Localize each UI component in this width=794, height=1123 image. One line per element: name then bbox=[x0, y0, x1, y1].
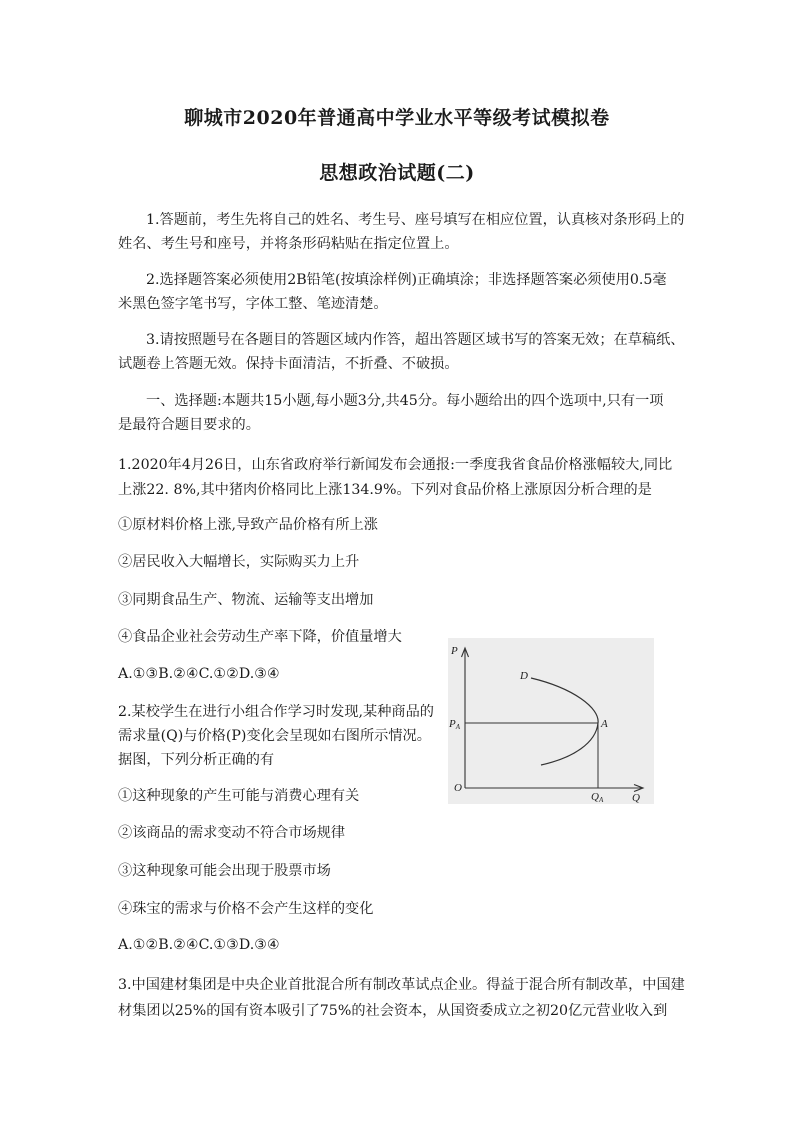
instruction-3-line-2: 试题卷上答题无效。保持卡面清洁，不折叠、不破损。 bbox=[118, 356, 459, 372]
q3-stem-line-2: 材集团以25%的国有资本吸引了75%的社会资本，从国资委成立之初20亿元营业收入到 bbox=[118, 1003, 668, 1019]
demand-curve bbox=[531, 678, 598, 765]
q1-option-3: ③同期食品生产、物流、运输等支出增加 bbox=[118, 592, 374, 608]
q2-option-3: ③这种现象可能会出现于股票市场 bbox=[118, 863, 331, 879]
price-p-letter: P bbox=[449, 718, 456, 730]
origin-label: O bbox=[454, 782, 462, 794]
q2-stem-line-1: 2.某校学生在进行小组合作学习时发现,某种商品的 bbox=[118, 704, 434, 720]
page-subtitle: 思想政治试题(二) bbox=[319, 162, 475, 184]
price-subscript-a: A bbox=[455, 723, 461, 731]
instruction-3-line-1: 3.请按照题号在各题目的答题区域内作答，超出答题区域书写的答案无效；在草稿纸、 bbox=[146, 332, 685, 348]
section-heading-line-1: 一、选择题:本题共15小题,每小题3分,共45分。每小题给出的四个选项中,只有一项 bbox=[146, 393, 664, 409]
figure-svg bbox=[448, 638, 654, 804]
instruction-2-line-2: 米黑色签字笔书写，字体工整、笔迹清楚。 bbox=[118, 296, 388, 312]
q1-option-4: ④食品企业社会劳动生产率下降，价值量增大 bbox=[118, 629, 402, 645]
instruction-2-line-1: 2.选择题答案必须使用2B铅笔(按填涂样例)正确填涂；非选择题答案必须使用0.5毫 bbox=[146, 272, 667, 288]
q1-option-2: ②居民收入大幅增长，实际购买力上升 bbox=[118, 554, 360, 570]
axis-label-q: Q bbox=[632, 792, 640, 804]
quantity-qa-label bbox=[591, 791, 604, 804]
q3-stem-line-1: 3.中国建材集团是中央企业首批混合所有制改革试点企业。得益于混合所有制改革，中国建 bbox=[118, 977, 685, 993]
page-title: 聊城市2020年普通高中学业水平等级考试模拟卷 bbox=[184, 107, 610, 129]
q2-option-1: ①这种现象的产生可能与消费心理有关 bbox=[118, 788, 360, 804]
q1-answer-choices: A.①③B.②④C.①②D.③④ bbox=[118, 666, 280, 682]
quantity-subscript-a: A bbox=[598, 796, 604, 804]
curve-point-d-label: D bbox=[520, 670, 528, 682]
point-a-label: A bbox=[601, 718, 608, 730]
quantity-q-letter: Q bbox=[591, 791, 599, 803]
q2-option-4: ④珠宝的需求与价格不会产生这样的变化 bbox=[118, 901, 374, 917]
q2-stem-line-2: 需求量(Q)与价格(P)变化会呈现如右图所示情况。 bbox=[118, 728, 431, 744]
price-pa-label bbox=[448, 718, 461, 731]
instruction-1-line-1: 1.答题前，考生先将自己的姓名、考生号、座号填写在相应位置，认真核对条形码上的 bbox=[146, 212, 685, 228]
demand-price-figure bbox=[448, 638, 654, 804]
axis-label-p: P bbox=[451, 645, 458, 657]
q1-stem-line-2: 上涨22. 8%,其中猪肉价格同比上涨134.9%。下列对食品价格上涨原因分析合理的是 bbox=[118, 482, 652, 498]
q1-stem-line-1: 1.2020年4月26日，山东省政府举行新闻发布会通报:一季度我省食品价格涨幅较大,同比 bbox=[118, 457, 673, 473]
q2-option-2: ②该商品的需求变动不符合市场规律 bbox=[118, 825, 346, 841]
q2-answer-choices: A.①②B.②④C.①③D.③④ bbox=[118, 937, 280, 953]
section-heading-line-2: 是最符合题目要求的。 bbox=[118, 417, 260, 433]
instruction-1-line-2: 姓名、考生号和座号，并将条形码粘贴在指定位置上。 bbox=[118, 236, 459, 252]
q1-option-1: ①原材料价格上涨,导致产品价格有所上涨 bbox=[118, 517, 378, 533]
q2-stem-line-3: 据图，下列分析正确的有 bbox=[118, 752, 275, 768]
